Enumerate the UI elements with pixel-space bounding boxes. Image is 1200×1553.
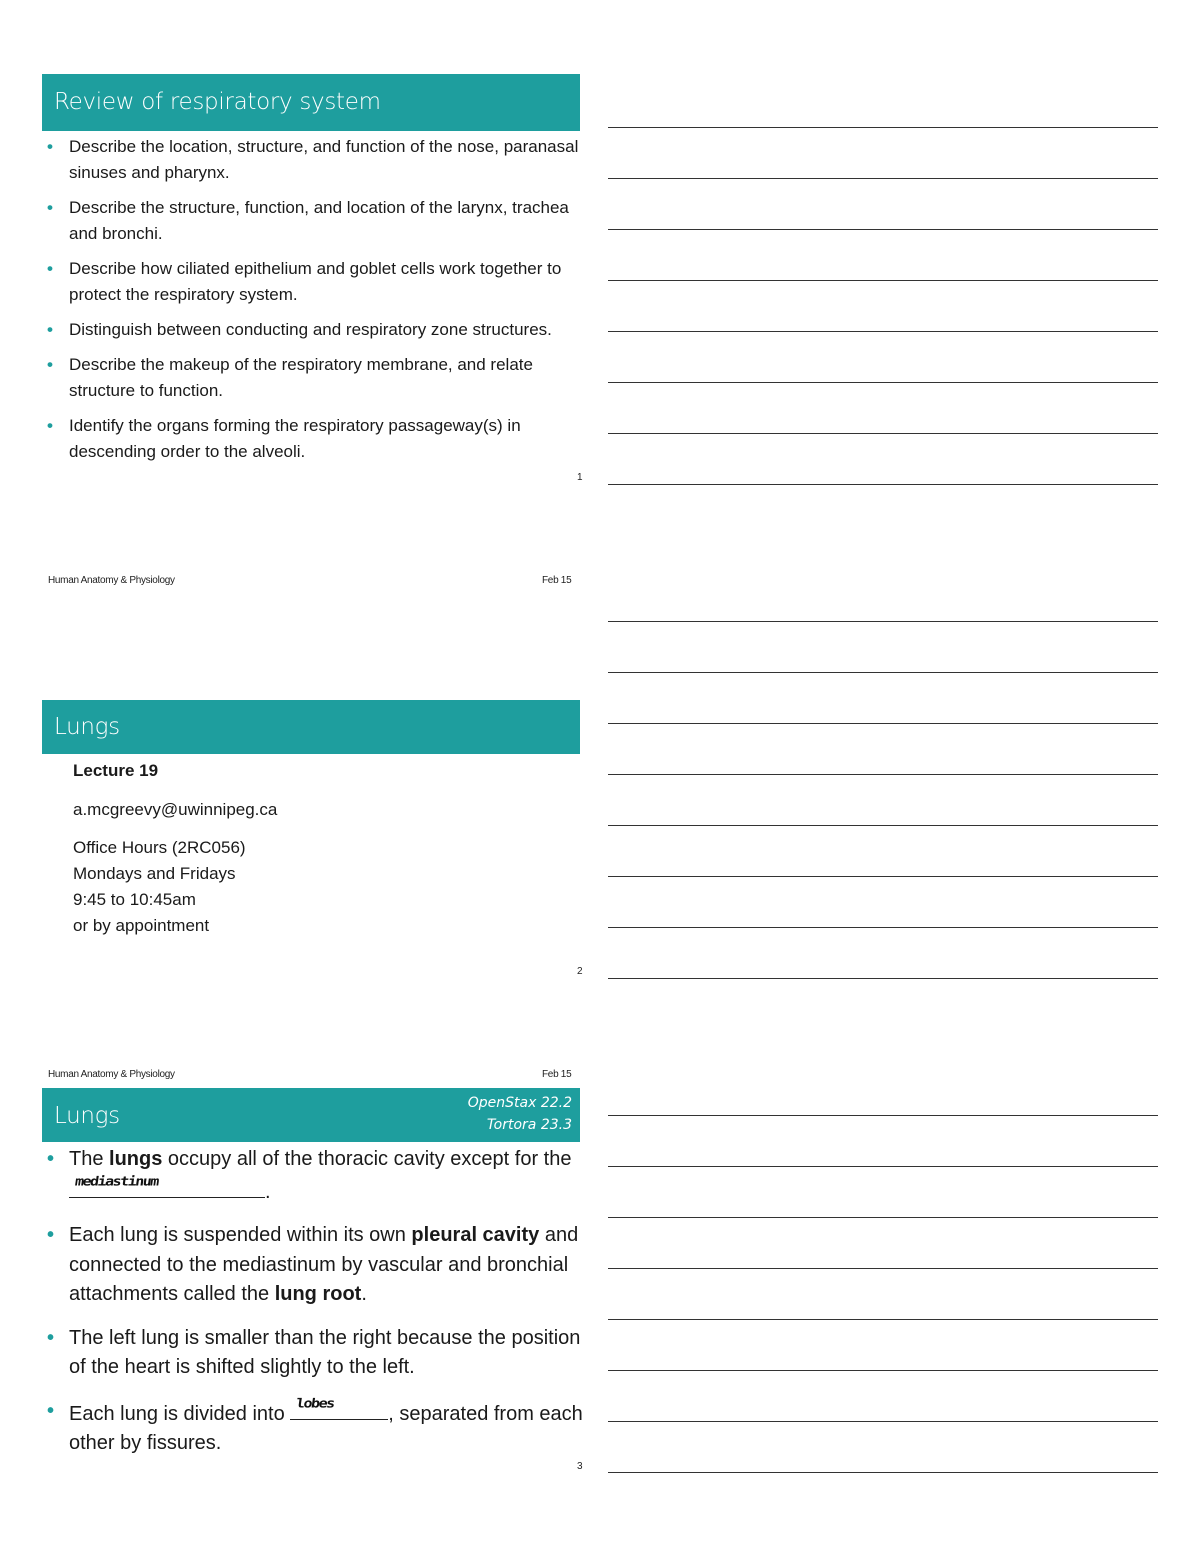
list-item: • Distinguish between conducting and respiratory zone structures. <box>42 317 589 343</box>
note-line[interactable] <box>608 1472 1158 1473</box>
slide-1-footer-right: Feb 15 <box>542 575 572 586</box>
slide-3-bullet-list <box>42 1145 594 1473</box>
bullet-icon: • <box>47 259 53 278</box>
bullet-icon: • <box>47 355 53 374</box>
list-item: • Describe the makeup of the respiratory membrane, and relate structure to function. <box>42 352 589 404</box>
note-line[interactable] <box>608 621 1158 622</box>
note-line[interactable] <box>608 178 1158 179</box>
bullet-icon: • <box>47 320 53 339</box>
slide-2-footer-right: Feb 15 <box>542 1069 572 1080</box>
slide-1 <box>42 74 583 604</box>
note-line[interactable] <box>608 1166 1158 1167</box>
list-item: • Each lung is divided into lobes , separated from each other by fissures. <box>42 1397 594 1459</box>
list-item: • The left lung is smaller than the right because the position of the heart is shifted slightly to the left. <box>42 1324 594 1383</box>
note-line[interactable] <box>608 723 1158 724</box>
office-time: 9:45 to 10:45am <box>73 890 196 909</box>
note-line[interactable] <box>608 1268 1158 1269</box>
list-item: • Describe how ciliated epithelium and goblet cells work together to protect the respiratory system. <box>42 256 589 308</box>
slide-2-title: Lungs <box>54 714 120 740</box>
slide-3-page-number: 3 <box>577 1461 583 1472</box>
note-line[interactable] <box>608 1319 1158 1320</box>
note-line[interactable] <box>608 1421 1158 1422</box>
slide-3-references <box>468 1092 572 1136</box>
bullet-icon: • <box>47 1399 55 1422</box>
list-item: • The lungs occupy all of the thoracic cavity except for the mediastinum . <box>42 1145 594 1207</box>
list-item: • Each lung is suspended within its own pleural cavity and connected to the mediastinum by vascular and bronchial attachments called the lung root. <box>42 1221 594 1310</box>
email-address: a.mcgreevy@uwinnipeg.ca <box>73 800 278 819</box>
bullet-icon: • <box>47 416 53 435</box>
note-line[interactable] <box>608 672 1158 673</box>
handwritten-answer: mediastinum <box>74 1173 160 1189</box>
slide-2 <box>42 700 583 1090</box>
note-line[interactable] <box>608 280 1158 281</box>
note-line[interactable] <box>608 331 1158 332</box>
note-line[interactable] <box>608 433 1158 434</box>
slide-1-bullet-list <box>42 134 589 474</box>
bullet-icon: • <box>47 1148 55 1170</box>
slide-3-title-banner <box>42 1088 580 1142</box>
openstax-reference: OpenStax 22.2 <box>467 1095 572 1111</box>
tortora-reference: Tortora 23.3 <box>486 1117 572 1133</box>
note-line[interactable] <box>608 927 1158 928</box>
slide-2-title-banner <box>42 700 580 754</box>
bullet-icon: • <box>47 1224 55 1246</box>
lecture-label: Lecture 19 <box>73 761 159 780</box>
office-appointment: or by appointment <box>73 916 210 935</box>
bullet-icon: • <box>47 137 53 156</box>
slide-1-title: Review of respiratory system <box>54 89 381 115</box>
slide-2-info <box>73 758 277 939</box>
office-hours: Office Hours (2RC056) <box>73 838 246 857</box>
bullet-icon: • <box>47 1326 55 1349</box>
fill-in-blank <box>69 1175 265 1198</box>
office-days: Mondays and Fridays <box>73 864 236 883</box>
note-line[interactable] <box>608 1370 1158 1371</box>
slide-1-title-banner <box>42 74 580 131</box>
bullet-icon: • <box>47 198 53 217</box>
note-line[interactable] <box>608 229 1158 230</box>
slide-2-page-number: 2 <box>577 966 583 977</box>
fill-in-blank <box>290 1397 388 1420</box>
list-item: • Describe the location, structure, and function of the nose, paranasal sinuses and pharynx. <box>42 134 589 186</box>
slide-3 <box>42 1088 583 1488</box>
note-line[interactable] <box>608 1217 1158 1218</box>
note-line[interactable] <box>608 382 1158 383</box>
list-item: • Describe the structure, function, and location of the larynx, trachea and bronchi. <box>42 195 589 247</box>
note-line[interactable] <box>608 484 1158 485</box>
note-line[interactable] <box>608 127 1158 128</box>
note-line[interactable] <box>608 876 1158 877</box>
note-line[interactable] <box>608 774 1158 775</box>
slide-1-page-number: 1 <box>577 472 583 483</box>
list-item: • Identify the organs forming the respiratory passageway(s) in descending order to the alveoli. <box>42 413 589 465</box>
slide-2-footer-left: Human Anatomy & Physiology <box>48 1069 175 1080</box>
note-line[interactable] <box>608 1115 1158 1116</box>
note-line[interactable] <box>608 978 1158 979</box>
slide-1-footer-left: Human Anatomy & Physiology <box>48 575 175 586</box>
handwritten-answer: lobes <box>295 1395 336 1411</box>
slide-3-title: Lungs <box>54 1103 120 1129</box>
note-line[interactable] <box>608 825 1158 826</box>
